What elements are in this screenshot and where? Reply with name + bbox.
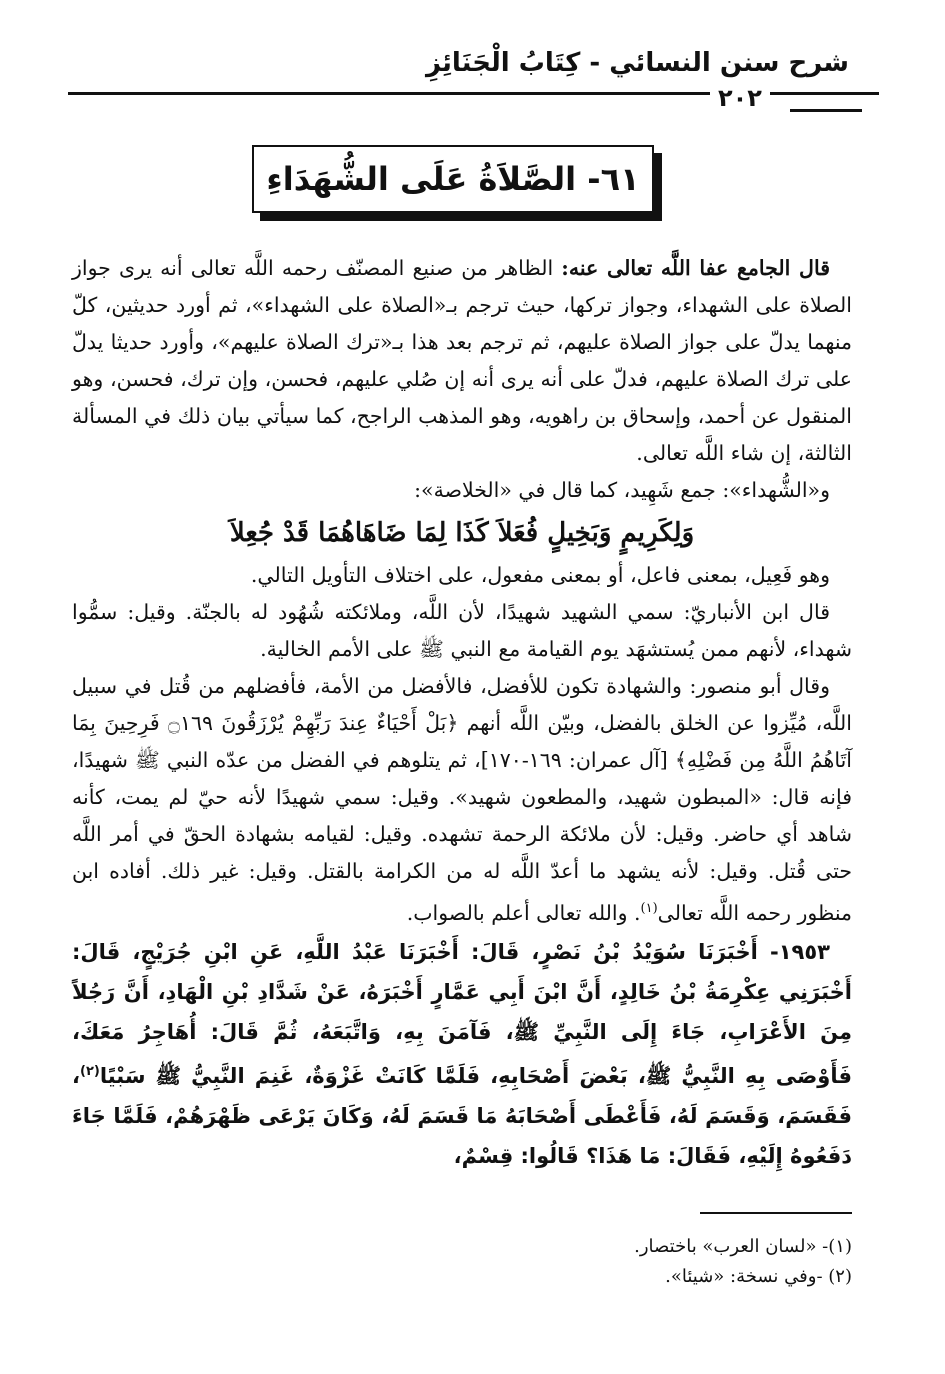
footnote-marker: (١) (640, 901, 658, 916)
paragraph (72, 250, 852, 472)
footnote-item: (١)- «لسان العرب» باختصار. (634, 1236, 852, 1257)
running-header-title: شرح سنن النسائي - كِتَابُ الْجَنَائِزِ (425, 48, 849, 78)
paragraph: و«الشُّهداء»: جمع شَهِيد، كما قال في «الخلاصة»: (414, 478, 830, 502)
page-number: ٢٠٢ (710, 84, 770, 112)
hadith-text (72, 932, 852, 1176)
hadith-body-end: ، فَقَسَمَ، وَقَسَمَ لَهُ، فَأَعْطَى أَصْحَابَهُ مَا قَسَمَ لَهُ، وَكَانَ يَرْعَى ظَهْرَهُمْ، فَلَمَّا جَاءَ دَفَعُوهُ إِلَيْهِ، فَقَالَ: مَا هَذَا؟ قَالُوا: قِسْمٌ، (72, 1063, 852, 1168)
footnotes (92, 1232, 852, 1292)
body-text (72, 250, 852, 1176)
paragraph: وهو فَعِيل، بمعنى فاعل، أو بمعنى مفعول، على اختلاف التأويل التالي. (250, 563, 830, 587)
chapter-title-box (252, 145, 654, 213)
paragraph-lead: قال الجامع عفا اللَّه تعالى عنه: (561, 256, 830, 280)
poem-verse: وَلِكَرِيمٍ وَبَخِيلٍ فُعَلاَ كَذَا لِمَا ضَاهَاهُمَا قَدْ جُعِلاَ (229, 518, 695, 548)
paragraph: قال ابن الأنباريّ: سمي الشهيد شهيدًا، لأن اللَّه، وملائكته شُهُود له بالجنّة. وقيل: سمُّوا شهداء، لأنهم ممن يُستشهَد يوم القيامة مع النبي ﷺ على الأمم الخالية. (72, 600, 852, 661)
page-number-ornament (790, 92, 862, 112)
footnote-rule (700, 1212, 852, 1214)
paragraph: وقال أبو منصور: والشهادة تكون للأفضل، فالأفضل من الأمة، فأفضلهم من قُتل في سبيل اللَّه، مُيِّزوا عن الخلق بالفضل، وبيّن اللَّه أنهم ﴿بَلْ أَحْيَاءٌ عِندَ رَبِّهِمْ يُرْزَقُونَ ۝١٦٩ فَرِحِينَ بِمَا آتَاهُمُ اللَّهُ مِن فَضْلِهِ﴾ [آل عمران: ١٦٩-١٧٠]، ثم يتلوهم في الفضل من عدّه النبي ﷺ شهيدًا، فإنه قال: «المبطون شهيد، والمطعون شهيد». وقيل: سمي شهيدًا لأنه حيّ لم يمت، كأنه شاهد أي حاضر. وقيل: لأن ملائكة الرحمة تشهده. وقيل: لقيامه بشهادة الحقّ في أمر اللَّه حتى قُتل. وقيل: لأنه يشهد ما أعدّ اللَّه له من الكرامة بالقتل. وقيل: غير ذلك. أفاده ابن منظور رحمه اللَّه تعالى$^{(١)}$. والله تعالى أعلم بالصواب. (72, 674, 853, 925)
paragraph-text: والله تعالى أعلم بالصواب. (406, 900, 628, 925)
paragraph-text: وقال أبو منصور: والشهادة تكون للأفضل، فالأفضل من الأمة، فأفضلهم من قُتل في سبيل اللَّه، مُيِّزوا عن الخلق بالفضل، وبيّن اللَّه أنهم ﴿بَلْ أَحْيَاءٌ عِندَ رَبِّهِمْ يُرْزَقُونَ ۝١٦٩ فَرِحِينَ بِمَا آتَاهُمُ اللَّهُ مِن فَضْلِهِ﴾ [آل عمران: ١٦٩-١٧٠]، ثم يتلوهم في الفضل من عدّه النبي ﷺ شهيدًا، فإنه قال: «المبطون شهيد، والمطعون شهيد». وقيل: سمي شهيدًا لأنه حيّ لم يمت، كأنه شاهد أي حاضر. وقيل: لأن ملائكة الرحمة تشهده. وقيل: لقيامه بشهادة الحقّ في أمر اللَّه حتى قُتل. وقيل: لأنه يشهد ما أعدّ اللَّه له من الكرامة بالقتل. وقيل: غير ذلك. أفاده ابن منظور رحمه اللَّه تعالى (72, 674, 853, 925)
footnote-marker: (٢) (79, 1063, 100, 1079)
hadith-body: ١٩٥٣- أَخْبَرَنَا سُوَيْدُ بْنُ نَصْرٍ، قَالَ: أَخْبَرَنَا عَبْدُ اللَّهِ، عَنِ ابْنِ جُرَيْجٍ، قَالَ: أَخْبَرَنِي عِكْرِمَةُ بْنُ خَالِدٍ، أَنَّ ابْنَ أَبِي عَمَّارٍ أَخْبَرَهُ، عَنْ شَدَّادِ بْنِ الْهَادِ، أَنَّ رَجُلاً مِنَ الأَعْرَابِ، جَاءَ إِلَى النَّبِيِّ ﷺ، فَآمَنَ بِهِ، وَاتَّبَعَهُ، ثُمَّ قَالَ: أُهَاجِرُ مَعَكَ، فَأَوْصَى بِهِ النَّبِيُّ ﷺ، بَعْضَ أَصْحَابِهِ، فَلَمَّا كَانَتْ غَزْوَةٌ، غَنِمَ النَّبِيُّ ﷺ سَبْيًا (72, 939, 852, 1088)
chapter-title: ٦١- الصَّلاَةُ عَلَى الشُّهَدَاءِ (266, 160, 640, 198)
footnote-item: (٢) -وفي نسخة: «شيئا». (665, 1266, 852, 1287)
paragraph-text: الظاهر من صنيع المصنّف رحمه اللَّه تعالى أنه يرى جواز الصلاة على الشهداء، وجواز تركها، حيث ترجم بـ«الصلاة على الشهداء»، ثم أورد حديثين، كلّ منهما يدلّ على جواز الصلاة عليهم، ثم ترجم بعد هذا بـ«ترك الصلاة عليهم»، وأورد حديثا يدلّ على ترك الصلاة عليهم، فدلّ على أنه يرى أنه إن صُلي عليهم، فحسن، وإن ترك، فحسن، وهو المنقول عن أحمد، وإسحاق بن راهويه، وهو المذهب الراجح، كما سيأتي بيان ذلك في المسألة الثالثة، إن شاء اللَّه تعالى. (72, 256, 852, 465)
